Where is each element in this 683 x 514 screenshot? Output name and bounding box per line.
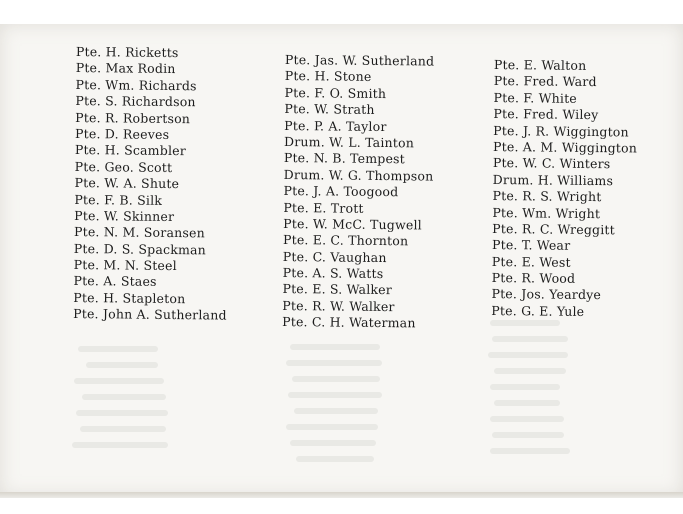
list-item: Pte. Wm. Wright <box>492 204 601 221</box>
list-item: Pte. N. M. Soransen <box>73 224 205 241</box>
list-item: Pte. N. B. Tempest <box>283 150 406 167</box>
list-item: Pte. F. B. Silk <box>74 191 163 208</box>
list-item: Pte. T. Wear <box>491 237 571 254</box>
list-item: Pte. E. Walton <box>493 57 587 73</box>
list-item: Pte. H. Ricketts <box>75 44 179 61</box>
list-item: Pte. Geo. Scott <box>74 158 173 175</box>
list-item: Pte. G. E. Yule <box>491 302 585 319</box>
list-item: Pte. Fred. Ward <box>493 73 597 90</box>
list-item: Pte. F. O. Smith <box>284 84 387 101</box>
list-item: Pte. C. H. Waterman <box>282 314 416 331</box>
list-item: Drum. W. L. Tainton <box>283 133 415 151</box>
list-item: Pte. Jos. Yeardye <box>491 286 602 303</box>
list-item: Pte. Jas. W. Sutherland <box>284 52 435 69</box>
list-item: Pte. E. Trott <box>283 199 364 216</box>
list-item: Pte. A. Staes <box>73 273 157 290</box>
list-item: Pte. P. A. Taylor <box>284 117 387 134</box>
list-item: Pte. R. Wood <box>491 270 576 286</box>
list-item: Pte. S. Richardson <box>75 93 196 110</box>
name-column-2 <box>282 52 435 332</box>
list-item: Drum. W. G. Thompson <box>283 166 434 184</box>
list-item: Pte. D. S. Spackman <box>73 240 207 258</box>
list-item: Pte. R. W. Walker <box>282 297 395 315</box>
list-item: Pte. H. Scambler <box>74 142 187 159</box>
list-item: Pte. D. Reeves <box>74 125 170 142</box>
list-item: Pte. J. A. Toogood <box>283 183 399 200</box>
name-column-1 <box>73 44 229 324</box>
list-item: Pte. E. S. Walker <box>282 281 393 298</box>
list-item: Pte. C. Vaughan <box>282 248 387 265</box>
list-item: Pte. H. Stapleton <box>73 289 186 307</box>
list-item: Pte. W. McC. Tugwell <box>283 215 423 233</box>
list-item: Pte. R. Robertson <box>75 109 191 126</box>
list-item: Pte. E. C. Thornton <box>282 232 409 249</box>
list-item: Pte. W. A. Shute <box>74 175 180 192</box>
list-item: Pte. F. White <box>493 89 578 106</box>
name-column-3 <box>491 57 638 321</box>
list-item: Pte. R. C. Wreggitt <box>492 220 615 238</box>
list-item: Pte. Wm. Richards <box>75 76 197 94</box>
list-item: Pte. Max Rodin <box>75 60 176 77</box>
list-item: Pte. W. Skinner <box>74 207 175 224</box>
list-item: Pte. E. West <box>491 253 571 270</box>
card-bottom-edge <box>0 492 683 498</box>
list-item: Pte. W. Strath <box>284 101 375 118</box>
list-item: Pte. W. C. Winters <box>492 155 611 172</box>
list-item: Pte. M. N. Steel <box>73 257 177 274</box>
list-item: Pte. A. S. Watts <box>282 265 384 282</box>
list-item: Pte. A. M. Wiggington <box>492 138 638 156</box>
list-item: Pte. Fred. Wiley <box>493 106 599 123</box>
list-item: Pte. H. Stone <box>284 68 372 85</box>
list-item: Pte. R. S. Wright <box>492 188 602 205</box>
list-item: Pte. J. R. Wiggington <box>493 122 629 139</box>
list-item: Drum. H. Williams <box>492 171 614 188</box>
list-item: Pte. John A. Sutherland <box>73 306 227 323</box>
